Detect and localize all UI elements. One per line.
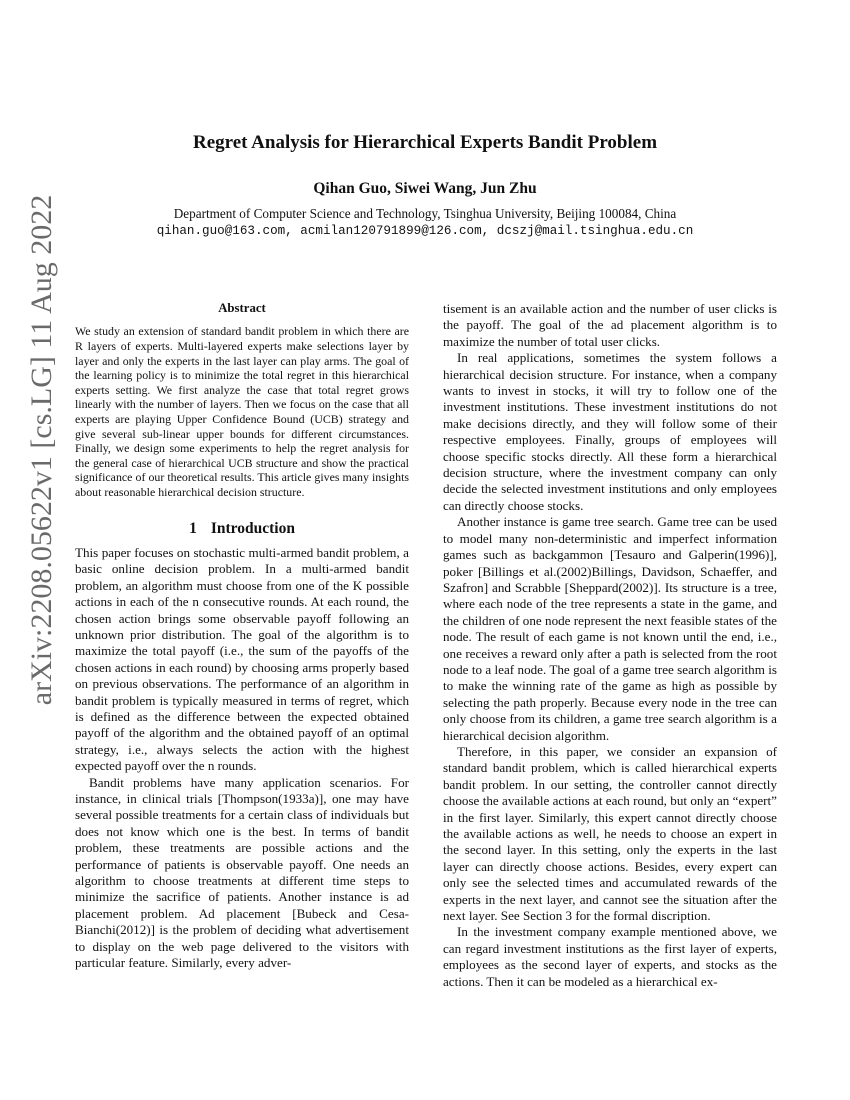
left-column [75,300,409,972]
arxiv-identifier: arXiv:2208.05622v1 [cs.LG] 11 Aug 2022 [25,194,58,706]
right-column [443,301,777,990]
paragraph: Another instance is game tree search. Game tree can be used to model many non-deterministic and imperfect information games such as backgammon [Tesauro and Galperin(1996)], poker [Billings et al.(2002)Billings, Davidson, Schaeffer, and Szafron] and Scrabble [Sheppard(2002)]. Its structure is a tree, where each node of the tree represents a state in the game, and the children of one node represent the next feasible states of the node. The result of each game is not known until the end, i.e., one receives a reward only after a path is selected from the root node to a leaf node. The goal of a game tree search algorithm is to make the winning rate of the game as high as possible by selecting the path properly. Because every node in the tree can only choose from its children, a game tree search algorithm is a hierarchical decision algorithm. [443,514,777,743]
paragraph: tisement is an available action and the number of user clicks is the payoff. The goal of the ad placement algorithm is to maximize the number of total user clicks. [443,301,777,349]
abstract-body: We study an extension of standard bandit problem in which there are R layers of experts. Multi-layered experts make selections layer by layer and only the experts in the last layer can play arms. The goal of the learning policy is to minimize the total regret in this hierarchical experts setting. We first analyze the case that total regret grows linearly with the number of layers. Then we focus on the case that all experts are playing Upper Confidence Bound (UCB) strategy and give several sub-linear upper bounds for different circumstances. Finally, we design some experiments to help the regret analysis for the general case of hierarchical UCB structure and show the practical significance of our theoretical results. This article gives many insights about reasonable hierarchical decision structure. [75,324,409,499]
section-number: 1 [189,519,197,537]
author-list: Qihan Guo, Siwei Wang, Jun Zhu [313,180,537,197]
paragraph: In the investment company example mentioned above, we can regard investment institutions as the first layer of experts, employees as the second layer of experts, and stocks as the actions. Then it can be modeled as a hierarchical ex- [443,924,777,989]
paragraph: This paper focuses on stochastic multi-armed bandit problem, a basic online decision problem. In a multi-armed bandit problem, an algorithm must choose from one of the K possible actions in each of the n consecutive rounds. At each round, the chosen action brings some observable payoff following an unknown prior distribution. The goal of the algorithm is to maximize the total payoff (i.e., the sum of the payoffs of the chosen actions in each round) by choosing arms properly based on previous observations. The performance of an algorithm in bandit problem is typically measured in terms of regret, which is defined as the difference between the expected obtained payoff of the algorithm and the obtained payoff of an optimal strategy, i.e., always selects the action with the highest expected payoff over the n rounds. [75,544,409,774]
affiliation: Department of Computer Science and Technology, Tsinghua University, Beijing 100084, China [173,206,677,221]
author-emails: qihan.guo@163.com, acmilan120791899@126.com, dcszj@mail.tsinghua.edu.cn [156,224,694,238]
section-heading [75,521,409,537]
paragraph: Therefore, in this paper, we consider an expansion of standard bandit problem, which is called hierarchical experts bandit problem. In our setting, the controller cannot directly choose the available actions at each round, but only an “expert” in the first layer. Similarly, this expert cannot directly choose the available actions as well, he needs to choose an expert in the second layer. In this setting, only the experts in the last layer can directly choose actions. Besides, every expert can only see the selected times and accumulated rewards of the experts in the next layer, and cannot see the situation after the next layer. See Section 3 for the formal discription. [443,743,777,924]
paragraph: Bandit problems have many application scenarios. For instance, in clinical trials [Thompson(1933a)], one may have several possible treatments for a certain class of individuals but does not know which one is the best. In terms of bandit problem, these treatments are possible actions and the performance of patients is observable payoff. One needs an algorithm to choose treatments at different time steps to minimize the sacrifice of patients. Another instance is ad placement problem. Ad placement [Bubeck and Cesa-Bianchi(2012)] is the problem of deciding what advertisement to display on the web page delivered to the visitors with particular feature. Similarly, every adver- [75,774,409,971]
section-title: Introduction [210,519,295,537]
paper-title: Regret Analysis for Hierarchical Experts Bandit Problem [192,132,658,153]
paragraph: In real applications, sometimes the system follows a hierarchical decision structure. For instance, when a company wants to invest in stocks, it will try to follow one of the investment institutions. These investment institutions do not make decisions directly, and they will follow some of their respective employees. Finally, groups of employees will choose specific stocks directly. All these form a hierarchical decision structure, where the investment company can only decide the selected investment institutions and only employees can directly choose stocks. [443,350,777,513]
abstract-heading: Abstract [218,301,266,315]
